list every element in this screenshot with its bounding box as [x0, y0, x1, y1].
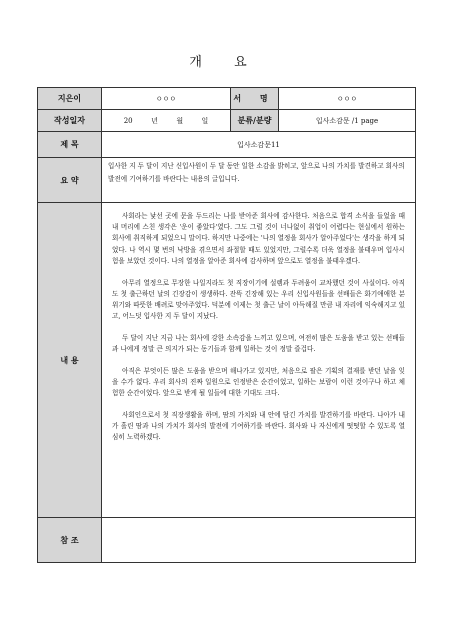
summary-row	[38, 158, 416, 203]
name-value: ㅇㅇㅇ	[279, 88, 416, 110]
date-row	[38, 110, 416, 132]
summary-form	[37, 87, 416, 563]
content-row	[38, 203, 416, 518]
reference-value	[102, 518, 416, 563]
content-paragraph: 아무리 열정으로 무장한 나일지라도 첫 직장이기에 설렘과 두려움이 교차했던 것이 사실이다. 아직도 첫 출근하던 날의 긴장감이 생생하다. 잔뜩 긴장해 있는 우리 신입사원들을 선배들은 화기애애한 분위기와 따뜻한 배려로 맞아주었다. 덕분에 이제는 첫 출근 날이 아득해질 만큼 내 자리에 익숙해지고 있고, 어느덧 입사한 지 두 달이 지났다.	[112, 278, 406, 321]
subject-row	[38, 132, 416, 158]
date-year: 20	[123, 116, 133, 125]
category-value: 입사소감문 /1 page	[279, 110, 416, 132]
author-label: 지은이	[38, 88, 102, 110]
date-year-unit: 년	[151, 116, 158, 125]
reference-row	[38, 518, 416, 563]
content-paragraph: 사회라는 낯선 곳에 문을 두드리는 나를 받아준 회사에 감사한다. 처음으로 합격 소식을 들었을 때 내 머리에 스친 생각은 '운이 좋았다'였다. 그도 그럴 것이 너나없이 취업이 어렵다는 현실에서 원하는 회사에 취직하게 되었으니 말이다. 하지만 나중에는 '나의 열정을 회사가 알아주었다'는 생각을 하게 되었다. 나 역시 몇 번의 낙방을 겪으면서 좌절할 때도 있었지만, 그럴수록 더욱 열정을 불태우며 입사시험을 보았던 것이다. 나의 열정을 알아준 회사에 감사하며 앞으로도 열정을 불태우겠다.	[112, 212, 406, 265]
summary-value: 입사한 지 두 달이 지난 신입사원이 두 달 동안 일한 소감을 밝히고, 앞으로 나의 가치를 발견하고 회사의 발전에 기여하기를 바란다는 내용의 글입니다.	[102, 158, 416, 203]
name-label: 서 명	[231, 88, 279, 110]
content-body	[102, 203, 416, 518]
date-month-unit: 월	[176, 116, 184, 125]
summary-label: 요 약	[38, 158, 102, 203]
category-label: 분류/분량	[231, 110, 279, 132]
date-label: 작성일자	[38, 110, 102, 132]
date-day-unit: 일	[201, 116, 209, 125]
author-value: ㅇㅇㅇ	[102, 88, 231, 110]
page-title: 개 요	[189, 55, 261, 70]
subject-label: 제 목	[38, 132, 102, 158]
content-paragraph: 아직은 부엇이든 많은 도움을 받으며 해나가고 있지만, 처음으로 팔은 기획의 결재를 받던 날을 잊을 수가 없다. 우리 회사의 진짜 일원으로 인정받은 순간이었고, 일하는 보람이 이런 것이구나 하고 체험한 순간이었다. 앞으로 받게 될 일들에 대한 기대도 크다.	[112, 366, 406, 398]
content-paragraph: 두 달이 지난 지금 나는 회사에 강한 소속감을 느끼고 있으며, 여전히 많은 도움을 받고 있는 선배들과 나에게 정말 큰 의지가 되는 동기들과 함께 일하는 것이 정말 즐겁다.	[112, 333, 406, 354]
date-value	[102, 110, 231, 132]
content-paragraph: 사회인으로서 첫 직장생활을 하며, 땀의 가치와 내 안에 담긴 가치를 발견하기를 바란다. 나아가 내가 흘린 땀과 나의 가치가 회사의 발전에 기여하기를 바란다. 회사와 나 자신에게 떳떳할 수 있도록 열심히 노력하겠다.	[112, 410, 406, 442]
subject-value: 입사소감문11	[102, 132, 416, 158]
author-row	[38, 88, 416, 110]
reference-label: 참 조	[38, 518, 102, 563]
content-label: 내 용	[38, 203, 102, 518]
